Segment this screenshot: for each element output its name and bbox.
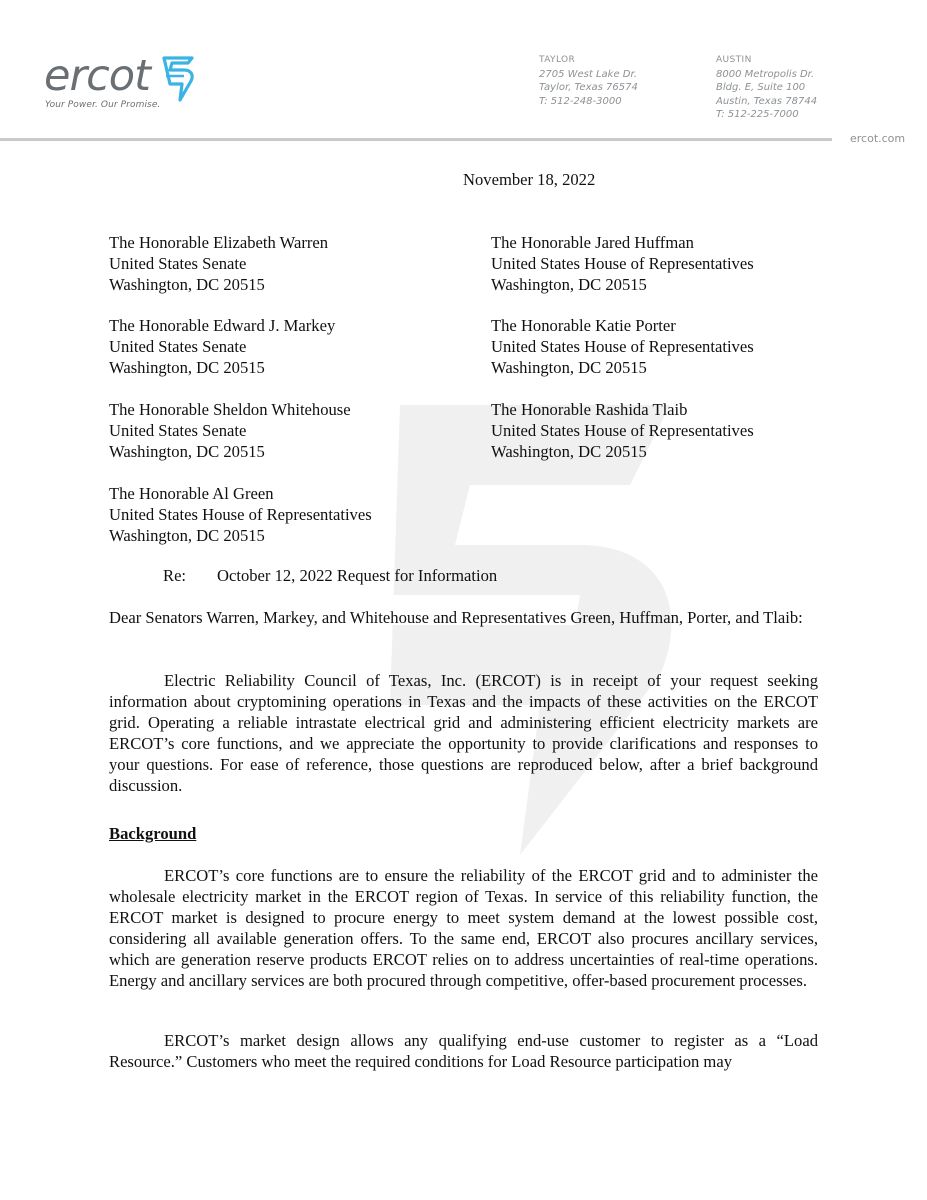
office-address-taylor bbox=[539, 54, 638, 108]
addressee-block bbox=[109, 315, 335, 378]
addressee-office: United States House of Representatives bbox=[491, 254, 754, 273]
letter-date: November 18, 2022 bbox=[463, 170, 596, 189]
ercot-logo bbox=[44, 51, 214, 116]
header-divider bbox=[0, 138, 832, 141]
addressee-block bbox=[109, 399, 351, 462]
re-subject: October 12, 2022 Request for Information bbox=[217, 566, 498, 585]
addressee-name: The Honorable Edward J. Markey bbox=[109, 316, 336, 335]
addressee-office: United States Senate bbox=[109, 337, 247, 356]
section-heading-background: Background bbox=[109, 824, 197, 843]
addressee-name: The Honorable Al Green bbox=[109, 484, 274, 503]
office-name: AUSTIN bbox=[716, 55, 752, 65]
addressee-office: United States Senate bbox=[109, 254, 247, 273]
addressee-block bbox=[109, 483, 372, 546]
website-url: ercot.com bbox=[850, 132, 906, 145]
addressee-office: United States House of Representatives bbox=[491, 337, 754, 356]
addressee-city: Washington, DC 20515 bbox=[109, 358, 265, 377]
addressee-city: Washington, DC 20515 bbox=[491, 442, 647, 461]
logo-tagline: Your Power. Our Promise. bbox=[45, 100, 161, 110]
office-line: Austin, Texas 78744 bbox=[716, 95, 818, 107]
office-phone: T: 512-248-3000 bbox=[539, 95, 622, 107]
addressee-block bbox=[491, 232, 754, 295]
salutation: Dear Senators Warren, Markey, and Whitehouse and Representatives Green, Huffman, Porter, and Tlaib: bbox=[109, 608, 803, 627]
addressee-name: The Honorable Rashida Tlaib bbox=[491, 400, 688, 419]
addressee-city: Washington, DC 20515 bbox=[109, 442, 265, 461]
addressee-office: United States Senate bbox=[109, 421, 247, 440]
office-line: 8000 Metropolis Dr. bbox=[716, 68, 815, 80]
intro-paragraph: Electric Reliability Council of Texas, Inc. (ERCOT) is in receipt of your request seeking information about cryptomining operations in Texas and the impacts of these activities on the ERCOT grid. Operating a reliable intrastate electrical grid and administering efficient electricity markets are ERCOT’s core functions, and we appreciate the opportunity to provide clarifications and responses to your questions. For ease of reference, those questions are reproduced below, after a brief background discussion. bbox=[109, 671, 818, 795]
addressee-name: The Honorable Jared Huffman bbox=[491, 233, 694, 252]
office-address-austin bbox=[716, 54, 817, 122]
addressee-block bbox=[491, 399, 754, 462]
addressee-name: The Honorable Katie Porter bbox=[491, 316, 676, 335]
addressee-office: United States House of Representatives bbox=[491, 421, 754, 440]
addressee-office: United States House of Representatives bbox=[109, 505, 372, 524]
office-line: 2705 West Lake Dr. bbox=[539, 68, 637, 80]
office-name: TAYLOR bbox=[539, 55, 576, 65]
office-line: Bldg. E, Suite 100 bbox=[716, 82, 806, 93]
addressee-city: Washington, DC 20515 bbox=[109, 526, 265, 545]
office-phone: T: 512-225-7000 bbox=[716, 109, 799, 120]
addressee-block bbox=[491, 315, 754, 378]
re-label: Re: bbox=[163, 566, 187, 585]
addressee-city: Washington, DC 20515 bbox=[109, 275, 265, 294]
office-line: Taylor, Texas 76574 bbox=[539, 82, 638, 93]
addressee-city: Washington, DC 20515 bbox=[491, 358, 647, 377]
background-paragraph: ERCOT’s market design allows any qualifying end-use customer to register as a “Load Resource.” Customers who meet the required conditions for Load Resource participation may bbox=[109, 1031, 818, 1071]
background-paragraph: ERCOT’s core functions are to ensure the reliability of the ERCOT grid and to administer the wholesale electricity market in the ERCOT region of Texas. In service of this reliability function, the ERCOT market is designed to procure energy to meet system demand at the lowest possible cost, considering all available generation offers. To the same end, ERCOT also procures ancillary services, which are generation reserve products ERCOT relies on to address uncertainties of real-time operations. Energy and ancillary services are both procured through competitive, offer-based procurement processes. bbox=[109, 866, 818, 990]
lightning-bolt-icon bbox=[158, 54, 198, 102]
addressee-block bbox=[109, 232, 328, 295]
addressee-name: The Honorable Elizabeth Warren bbox=[109, 233, 329, 252]
logo-wordmark: ercot bbox=[44, 51, 150, 101]
addressee-name: The Honorable Sheldon Whitehouse bbox=[109, 400, 351, 419]
addressee-city: Washington, DC 20515 bbox=[491, 275, 647, 294]
